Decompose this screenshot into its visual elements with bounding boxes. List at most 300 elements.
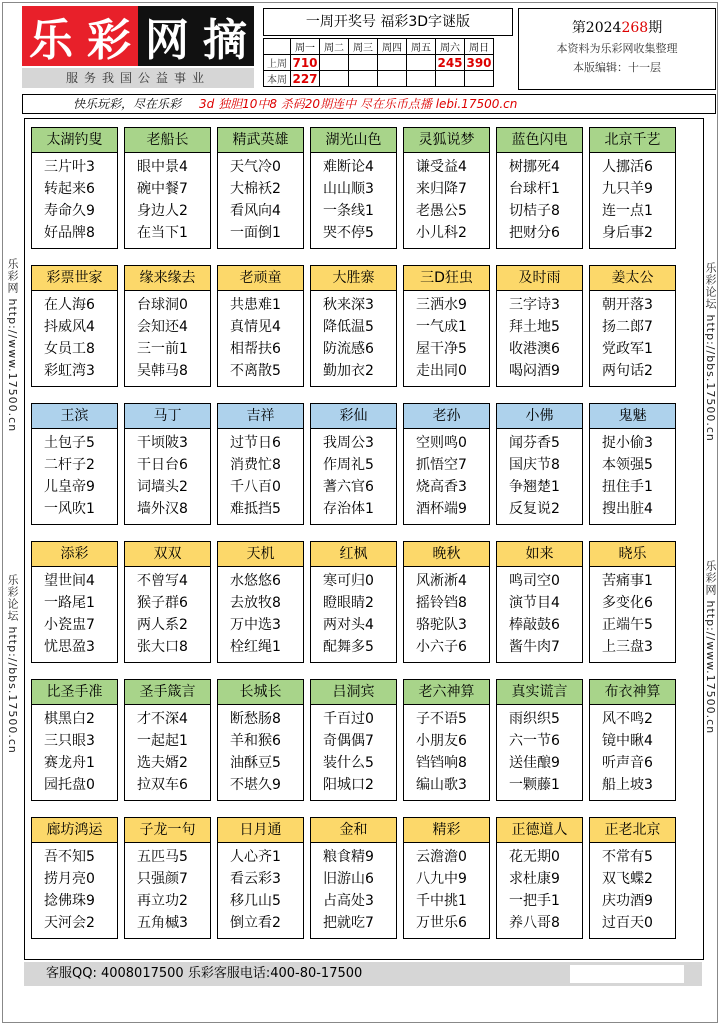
side-text-right-top: 乐彩论坛 http://bbs.17500.cn: [704, 262, 717, 442]
riddle-card: [310, 817, 397, 939]
card-items: [404, 429, 489, 520]
riddle-card: [217, 403, 304, 525]
riddle-line: 台球杆1: [509, 181, 560, 197]
riddle-line: 鸣司空0: [509, 573, 560, 589]
card-author: 王滨: [32, 404, 117, 429]
draw-number: [378, 55, 407, 71]
draw-number: 227: [292, 71, 318, 86]
riddle-line: 干日台6: [137, 457, 188, 473]
riddle-line: 一把手1: [509, 893, 560, 909]
riddle-line: 捻佛珠9: [44, 893, 95, 909]
draw-number: 710: [292, 55, 318, 70]
card-items: [125, 843, 210, 934]
logo-char-2: 彩: [80, 6, 138, 66]
day-header: 周四: [378, 39, 407, 55]
riddle-card: [310, 265, 397, 387]
riddle-line: 勤加衣2: [323, 363, 374, 379]
logo-char-4: 摘: [196, 6, 254, 66]
riddle-card: [403, 127, 490, 249]
card-author: 三D狂虫: [404, 266, 489, 291]
riddle-line: 防流感6: [323, 341, 374, 357]
last-week-label: 上周: [264, 55, 291, 71]
card-items: [404, 567, 489, 658]
riddle-line: 求杜康9: [509, 871, 560, 887]
riddle-line: 老愚公5: [416, 203, 467, 219]
riddle-line: 雨织织5: [509, 711, 560, 727]
riddle-line: 屋干净5: [416, 341, 467, 357]
card-author: 精武英雄: [218, 128, 303, 153]
day-header: 周五: [407, 39, 436, 55]
riddle-line: 天气冷0: [230, 159, 281, 175]
riddle-line: 万世乐6: [416, 915, 467, 931]
day-header: 周一: [291, 39, 320, 55]
riddle-line: 小瓷盅7: [44, 617, 95, 633]
riddle-line: 不堪久9: [230, 777, 281, 793]
riddle-line: 降低温5: [323, 319, 374, 335]
card-items: [404, 843, 489, 934]
card-items: [311, 843, 396, 934]
draw-number: [320, 71, 349, 87]
riddle-line: 过节日6: [230, 435, 281, 451]
riddle-line: 空则鸣0: [416, 435, 467, 451]
card-items: [32, 705, 117, 796]
riddle-line: 抖威风4: [44, 319, 95, 335]
riddle-line: 五匹马5: [137, 849, 188, 865]
riddle-line: 赛龙舟1: [44, 755, 95, 771]
card-items: [218, 567, 303, 658]
card-author: 马丁: [125, 404, 210, 429]
card-author: 布衣神算: [590, 680, 675, 705]
card-items: [125, 429, 210, 520]
card-author: 大胜寨: [311, 266, 396, 291]
card-author: 小佛: [497, 404, 582, 429]
week-days-row: [264, 39, 494, 55]
riddle-line: 吾不知5: [44, 849, 95, 865]
card-items: [125, 705, 210, 796]
riddle-line: 万中选3: [230, 617, 281, 633]
riddle-line: 真情见4: [230, 319, 281, 335]
card-items: [218, 153, 303, 244]
riddle-line: 把财分6: [509, 225, 560, 241]
card-items: [311, 429, 396, 520]
riddle-line: 配舞多5: [323, 639, 374, 655]
last-week-row: [264, 55, 494, 71]
riddle-line: 云澹澹0: [416, 849, 467, 865]
riddle-line: 花无期0: [509, 849, 560, 865]
riddle-line: 千八百0: [230, 479, 281, 495]
riddle-line: 二杆子2: [44, 457, 95, 473]
riddle-line: 移几山5: [230, 893, 281, 909]
riddle-line: 看云彩3: [230, 871, 281, 887]
card-items: [497, 567, 582, 658]
card-author: 廊坊鸿运: [32, 818, 117, 843]
riddle-card: [589, 265, 676, 387]
riddle-line: 铛铛响8: [416, 755, 467, 771]
riddle-line: 三字诗3: [509, 297, 560, 313]
riddle-line: 棋黑白2: [44, 711, 95, 727]
card-author: 长城长: [218, 680, 303, 705]
riddle-line: 子不语5: [416, 711, 467, 727]
riddle-card: [403, 817, 490, 939]
riddle-line: 朝开落3: [602, 297, 653, 313]
riddle-line: 我周公3: [323, 435, 374, 451]
riddle-line: 送佳酿9: [509, 755, 560, 771]
card-author: 吉祥: [218, 404, 303, 429]
issue-suffix: 期: [648, 20, 663, 36]
issue-prefix: 第2024: [571, 20, 622, 36]
card-author: 比圣手准: [32, 680, 117, 705]
card-author: 红枫: [311, 542, 396, 567]
riddle-line: 阳城口2: [323, 777, 374, 793]
riddle-card: [310, 679, 397, 801]
riddle-card: [217, 265, 304, 387]
riddle-card: [124, 265, 211, 387]
riddle-line: 风淅淅4: [416, 573, 467, 589]
riddle-line: 一面倒1: [230, 225, 281, 241]
card-author: 真实谎言: [497, 680, 582, 705]
card-items: [590, 153, 675, 244]
riddle-line: 水悠悠6: [230, 573, 281, 589]
card-author: 正老北京: [590, 818, 675, 843]
riddle-line: 五角槭3: [137, 915, 188, 931]
issue-note: 本资料为乐彩网收集整理: [556, 42, 678, 55]
riddle-card: [403, 679, 490, 801]
riddle-line: 风不鸣2: [602, 711, 653, 727]
riddle-card: [124, 127, 211, 249]
card-author: 姜太公: [590, 266, 675, 291]
draw-number: 245: [437, 55, 463, 70]
riddle-card: [310, 541, 397, 663]
riddle-line: 三片叶3: [44, 159, 95, 175]
riddle-line: 存治体1: [323, 501, 374, 517]
card-items: [218, 705, 303, 796]
riddle-line: 瞪眼睛2: [323, 595, 374, 611]
card-items: [590, 705, 675, 796]
riddle-line: 喝闷酒9: [509, 363, 560, 379]
riddle-line: 养八哥8: [509, 915, 560, 931]
riddle-line: 双飞蝶2: [602, 871, 653, 887]
riddle-line: 收港澳6: [509, 341, 560, 357]
side-text-right-bottom: 乐彩网 http://www.17500.cn: [704, 560, 717, 735]
riddle-card: [496, 127, 583, 249]
riddle-line: 一气成1: [416, 319, 467, 335]
riddle-line: 园托盘0: [44, 777, 95, 793]
riddle-line: 墙外汉8: [137, 501, 188, 517]
day-header: 周日: [465, 39, 494, 55]
card-items: [497, 429, 582, 520]
riddle-line: 三一前1: [137, 341, 188, 357]
banner-slogan: 快乐玩彩，尽在乐彩: [73, 97, 182, 111]
card-items: [125, 291, 210, 382]
riddle-line: 闻芬香5: [509, 435, 560, 451]
riddle-line: 蓍六官6: [323, 479, 374, 495]
card-items: [218, 429, 303, 520]
card-items: [497, 705, 582, 796]
draw-number: 390: [466, 55, 492, 70]
riddle-line: 扬二郎7: [602, 319, 653, 335]
riddle-line: 摇铃铛8: [416, 595, 467, 611]
card-items: [311, 705, 396, 796]
riddle-line: 选夫婿2: [137, 755, 188, 771]
riddle-line: 小朋友6: [416, 733, 467, 749]
card-author: 圣手箴言: [125, 680, 210, 705]
riddle-card: [496, 541, 583, 663]
riddle-line: 过百天0: [602, 915, 653, 931]
riddle-line: 干顷陂3: [137, 435, 188, 451]
card-items: [404, 153, 489, 244]
riddle-line: 词墙头2: [137, 479, 188, 495]
card-items: [311, 291, 396, 382]
card-items: [218, 843, 303, 934]
riddle-line: 船上坡3: [602, 777, 653, 793]
riddle-line: 党政军1: [602, 341, 653, 357]
riddle-line: 抓悟空7: [416, 457, 467, 473]
riddle-line: 一条线1: [323, 203, 374, 219]
day-header: 周三: [349, 39, 378, 55]
day-header: 周六: [436, 39, 465, 55]
this-week-label: 本周: [264, 71, 291, 87]
riddle-card: [403, 541, 490, 663]
card-author: 及时雨: [497, 266, 582, 291]
card-items: [590, 843, 675, 934]
riddle-line: 难抵挡5: [230, 501, 281, 517]
riddle-card: [217, 127, 304, 249]
card-items: [32, 291, 117, 382]
customer-service-contact: 客服QQ: 4008017500 乐彩客服电话:400-80-17500: [46, 966, 363, 981]
riddle-line: 奇偶偶7: [323, 733, 374, 749]
riddle-line: 儿皇帝9: [44, 479, 95, 495]
riddle-line: 彩虹湾3: [44, 363, 95, 379]
riddle-grid: [24, 118, 704, 960]
draw-number: [407, 55, 436, 71]
riddle-line: 难断论4: [323, 159, 374, 175]
riddle-line: 八九中9: [416, 871, 467, 887]
riddle-line: 在当下1: [137, 225, 188, 241]
riddle-line: 忧思盈3: [44, 639, 95, 655]
card-items: [218, 291, 303, 382]
side-text-left-top: 乐彩网 http://www.17500.cn: [6, 258, 19, 433]
grid-row: [25, 127, 703, 249]
riddle-line: 来归降7: [416, 181, 467, 197]
riddle-line: 演节目4: [509, 595, 560, 611]
riddle-line: 一颗藤1: [509, 777, 560, 793]
riddle-line: 大棉袄2: [230, 181, 281, 197]
riddle-line: 多变化6: [602, 595, 653, 611]
riddle-line: 本领强5: [602, 457, 653, 473]
riddle-line: 人挪活6: [602, 159, 653, 175]
banner-promo-link[interactable]: 3d 独胆10中8 杀码20期连中 尽在乐币点播 lebi.17500.cn: [199, 97, 518, 111]
riddle-line: 连一点1: [602, 203, 653, 219]
riddle-line: 作周礼5: [323, 457, 374, 473]
riddle-card: [31, 403, 118, 525]
riddle-line: 庆功酒9: [602, 893, 653, 909]
side-text-left-bottom: 乐彩论坛 http://bbs.17500.cn: [6, 574, 19, 754]
riddle-card: [403, 265, 490, 387]
this-week-row: [264, 71, 494, 87]
riddle-line: 扭住手1: [602, 479, 653, 495]
riddle-line: 栓红绳1: [230, 639, 281, 655]
riddle-line: 旧游山6: [323, 871, 374, 887]
card-items: [32, 153, 117, 244]
riddle-line: 不曾写4: [137, 573, 188, 589]
riddle-line: 羊和猴6: [230, 733, 281, 749]
card-author: 老顽童: [218, 266, 303, 291]
riddle-line: 去放牧8: [230, 595, 281, 611]
riddle-line: 女员工8: [44, 341, 95, 357]
grid-row: [25, 265, 703, 387]
riddle-line: 一风吹1: [44, 501, 95, 517]
card-items: [32, 429, 117, 520]
corner-cell: [264, 39, 291, 55]
card-items: [497, 291, 582, 382]
riddle-line: 两对头4: [323, 617, 374, 633]
riddle-line: 小儿科2: [416, 225, 467, 241]
riddle-line: 九只羊9: [602, 181, 653, 197]
card-author: 正德道人: [497, 818, 582, 843]
card-author: 彩票世家: [32, 266, 117, 291]
issue-num: 268: [621, 20, 649, 36]
riddle-card: [310, 127, 397, 249]
card-items: [125, 567, 210, 658]
riddle-card: [496, 679, 583, 801]
riddle-line: 三只眼3: [44, 733, 95, 749]
riddle-line: 寒可归0: [323, 573, 374, 589]
riddle-line: 正端午5: [602, 617, 653, 633]
riddle-line: 在人海6: [44, 297, 95, 313]
riddle-line: 台球洞0: [137, 297, 188, 313]
footer-blank-box: [570, 965, 684, 983]
riddle-line: 搜出脏4: [602, 501, 653, 517]
riddle-line: 身后事2: [602, 225, 653, 241]
riddle-line: 只强颜7: [137, 871, 188, 887]
footer-bar: [24, 962, 702, 986]
card-items: [497, 153, 582, 244]
riddle-line: 千百过0: [323, 711, 374, 727]
card-items: [404, 291, 489, 382]
riddle-line: 拜土地5: [509, 319, 560, 335]
riddle-card: [31, 679, 118, 801]
riddle-line: 烧高香3: [416, 479, 467, 495]
day-header: 周二: [320, 39, 349, 55]
card-author: 太湖钓叟: [32, 128, 117, 153]
card-author: 添彩: [32, 542, 117, 567]
riddle-line: 消费忙8: [230, 457, 281, 473]
riddle-line: 断愁肠8: [230, 711, 281, 727]
card-items: [590, 429, 675, 520]
riddle-line: 走出同0: [416, 363, 467, 379]
card-items: [311, 153, 396, 244]
riddle-line: 两人系2: [137, 617, 188, 633]
riddle-line: 捉小偷3: [602, 435, 653, 451]
logo-char-3: 网: [138, 6, 196, 66]
riddle-card: [589, 541, 676, 663]
card-author: 蓝色闪电: [497, 128, 582, 153]
riddle-line: 山山顺3: [323, 181, 374, 197]
riddle-line: 碗中餐7: [137, 181, 188, 197]
riddle-line: 六一节6: [509, 733, 560, 749]
riddle-line: 才不深4: [137, 711, 188, 727]
riddle-line: 谦受益4: [416, 159, 467, 175]
riddle-card: [310, 403, 397, 525]
riddle-card: [31, 265, 118, 387]
riddle-line: 两句话2: [602, 363, 653, 379]
riddle-line: 人心齐1: [230, 849, 281, 865]
riddle-line: 捞月亮0: [44, 871, 95, 887]
grid-row: [25, 541, 703, 663]
riddle-line: 上三盘3: [602, 639, 653, 655]
riddle-line: 粮食精9: [323, 849, 374, 865]
riddle-line: 不常有5: [602, 849, 653, 865]
riddle-line: 镜中瞅4: [602, 733, 653, 749]
draw-number: [349, 55, 378, 71]
weekly-draw-table: [263, 38, 494, 87]
card-items: [32, 843, 117, 934]
riddle-line: 棒敲鼓6: [509, 617, 560, 633]
riddle-card: [31, 127, 118, 249]
riddle-line: 共患难1: [230, 297, 281, 313]
card-items: [404, 705, 489, 796]
riddle-line: 倒立看2: [230, 915, 281, 931]
card-author: 天机: [218, 542, 303, 567]
riddle-line: 切桔子8: [509, 203, 560, 219]
card-items: [311, 567, 396, 658]
riddle-line: 听声音6: [602, 755, 653, 771]
card-items: [32, 567, 117, 658]
draw-number: [465, 71, 494, 87]
draw-number: [378, 71, 407, 87]
riddle-card: [589, 817, 676, 939]
card-author: 日月通: [218, 818, 303, 843]
draw-number: [407, 71, 436, 87]
card-author: 晚秋: [404, 542, 489, 567]
card-author: 老孙: [404, 404, 489, 429]
card-author: 双双: [125, 542, 210, 567]
riddle-line: 猴子群6: [137, 595, 188, 611]
issue-box: [518, 8, 716, 90]
riddle-card: [124, 403, 211, 525]
riddle-line: 反复说2: [509, 501, 560, 517]
card-author: 精彩: [404, 818, 489, 843]
riddle-line: 看风向4: [230, 203, 281, 219]
riddle-line: 会知还4: [137, 319, 188, 335]
draw-number: [349, 71, 378, 87]
riddle-card: [217, 817, 304, 939]
riddle-line: 天河会2: [44, 915, 95, 931]
riddle-line: 好品牌8: [44, 225, 95, 241]
riddle-line: 拉双车6: [137, 777, 188, 793]
riddle-line: 身边人2: [137, 203, 188, 219]
card-author: 鬼魅: [590, 404, 675, 429]
card-author: 缘来缘去: [125, 266, 210, 291]
riddle-line: 一路尾1: [44, 595, 95, 611]
card-author: 彩仙: [311, 404, 396, 429]
slogan: 服务我国公益事业: [22, 68, 254, 88]
riddle-line: 望世间4: [44, 573, 95, 589]
riddle-card: [589, 127, 676, 249]
riddle-line: 酒杯端9: [416, 501, 467, 517]
riddle-card: [589, 679, 676, 801]
card-author: 晓乐: [590, 542, 675, 567]
riddle-line: 国庆节8: [509, 457, 560, 473]
riddle-line: 相帮扶6: [230, 341, 281, 357]
riddle-line: 争翘楚1: [509, 479, 560, 495]
riddle-line: 装什么5: [323, 755, 374, 771]
riddle-line: 张大口8: [137, 639, 188, 655]
riddle-line: 哭不停5: [323, 225, 374, 241]
riddle-line: 小六子6: [416, 639, 467, 655]
card-author: 灵狐说梦: [404, 128, 489, 153]
riddle-card: [496, 817, 583, 939]
